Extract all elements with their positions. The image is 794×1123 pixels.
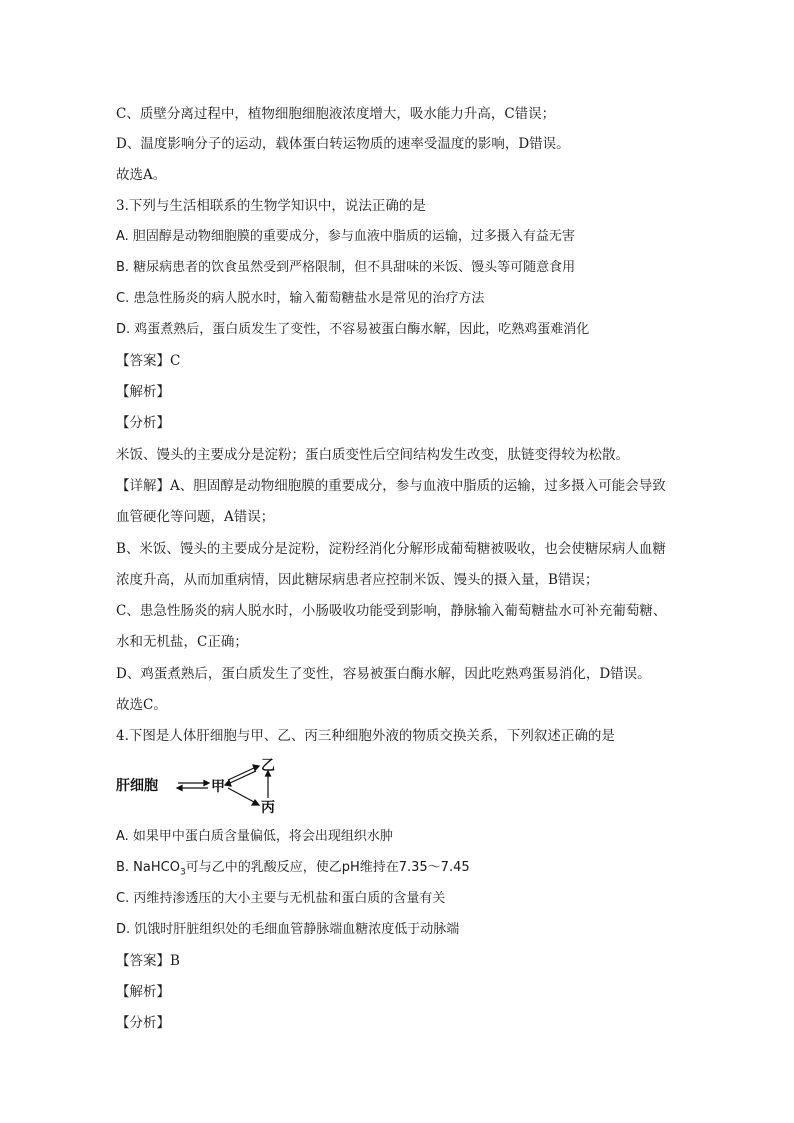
question-3-jiexi-label: 【解析】	[116, 384, 170, 400]
question-3-detail-d: D、鸡蛋煮熟后，蛋白质发生了变性，容易被蛋白酶水解，因此吃熟鸡蛋易消化，D错误。	[116, 666, 651, 682]
question-3-detail-b-cont: 浓度升高，从而加重病情，因此糖尿病患者应控制米饭、馒头的摄入量，B错误；	[116, 572, 599, 588]
question-3-option-b: B. 糖尿病患者的饮食虽然受到严格限制，但不具甜味的米饭、馒头等可随意食用	[116, 260, 576, 275]
diagram-label-liver: 肝细胞	[116, 778, 158, 794]
question-3-option-a: A. 胆固醇是动物细胞膜的重要成分，参与血液中脂质的运输，过多摄入有益无害	[116, 229, 575, 244]
question-4-answer: 【答案】B	[116, 953, 180, 969]
option-b-prefix: B. NaHCO	[116, 860, 180, 875]
text-line: 故选A。	[116, 167, 167, 183]
fluid-exchange-diagram	[116, 758, 316, 814]
option-b-suffix: 可与乙中的乳酸反应，使乙pH维持在7.35～7.45	[185, 860, 470, 875]
question-4-jiexi-label: 【解析】	[116, 984, 170, 1000]
arrow-bing-to-yi-icon	[266, 771, 271, 798]
arrow-jia-to-yi-icon	[225, 765, 259, 786]
question-4-option-a: A. 如果甲中蛋白质含量偏低，将会出现组织水肿	[116, 829, 393, 844]
text-line: C、质壁分离过程中，植物细胞细胞液浓度增大，吸水能力升高，C错误；	[116, 106, 556, 122]
question-4-option-d: D. 饥饿时肝脏组织处的毛细血管静脉端血糖浓度低于动脉端	[116, 922, 460, 937]
question-3-stem: 3.下列与生活相联系的生物学知识中，说法正确的是	[116, 198, 426, 214]
question-3-detail-c: C、患急性肠炎的病人脱水时，小肠吸收功能受到影响，静脉输入葡萄糖盐水可补充葡萄糖、	[116, 603, 667, 619]
question-4-option-c: C. 丙维持渗透压的大小主要与无机盐和蛋白质的含量有关	[116, 891, 446, 906]
arrow-jia-to-bing-icon	[228, 788, 259, 805]
question-3-fenxi-label: 【分析】	[116, 415, 170, 431]
diagram-label-bing: 丙	[261, 800, 275, 814]
diagram-label-jia: 甲	[211, 779, 225, 795]
diagram-label-yi: 乙	[261, 758, 275, 774]
question-3-detail-b: B、米饭、馒头的主要成分是淀粉，淀粉经消化分解形成葡萄糖被吸收，也会使糖尿病人血糖	[116, 541, 666, 557]
question-4-stem: 4.下图是人体肝细胞与甲、乙、丙三种细胞外液的物质交换关系，下列叙述正确的是	[116, 728, 615, 744]
question-3-answer: 【答案】C	[116, 353, 181, 369]
question-3-detail-c-cont: 水和无机盐，C正确；	[116, 634, 248, 650]
question-3-choose: 故选C。	[116, 697, 167, 713]
question-4-option-b	[116, 858, 470, 883]
question-4-fenxi-label: 【分析】	[116, 1015, 170, 1031]
question-3-detail-a-cont: 血管硬化等问题，A错误；	[116, 509, 275, 525]
question-3-fenxi-text: 米饭、馒头的主要成分是淀粉；蛋白质变性后空间结构发生改变，肽链变得较为松散。	[116, 447, 629, 463]
text-line: D、温度影响分子的运动，载体蛋白转运物质的速率受温度的影响，D错误。	[116, 136, 570, 152]
question-3-detail-a: 【详解】A、胆固醇是动物细胞膜的重要成分，参与血液中脂质的运输，过多摄入可能会导致	[116, 478, 666, 494]
option-b-subscript: 3	[179, 867, 186, 878]
question-3-option-c: C. 患急性肠炎的病人脱水时，输入葡萄糖盐水是常见的治疗方法	[116, 291, 485, 306]
question-3-option-d: D. 鸡蛋煮熟后，蛋白质发生了变性，不容易被蛋白酶水解，因此，吃熟鸡蛋难消化	[116, 322, 590, 337]
double-arrow-icon	[177, 781, 209, 791]
